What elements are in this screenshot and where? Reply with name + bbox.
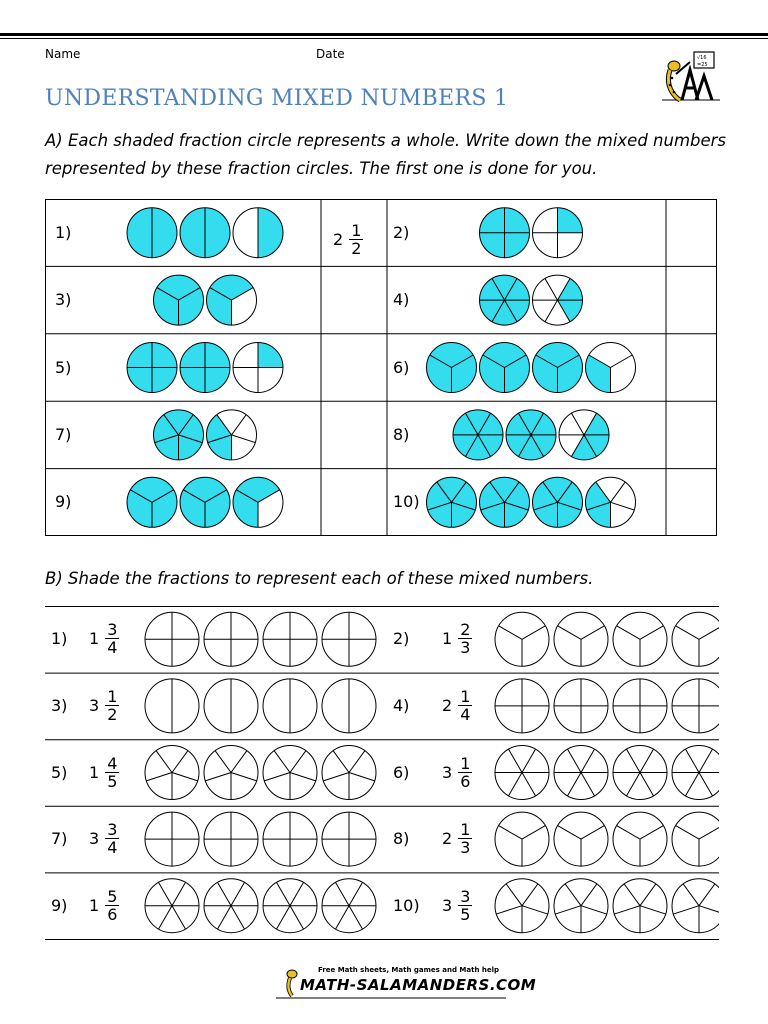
mixed-whole: 1 — [89, 895, 100, 915]
mixed-fraction — [105, 821, 119, 856]
fraction-circle-b2-4 — [672, 612, 719, 666]
section-b-mixed-number-4 — [442, 688, 472, 723]
fraction-circle-a9-1 — [127, 477, 177, 527]
fraction-circle-a5-3 — [233, 343, 283, 393]
section-b-label-8: 8) — [393, 829, 410, 849]
section-b-label-7: 7) — [51, 829, 68, 849]
fraction-circle-a2-1 — [480, 208, 530, 258]
mixed-numerator: 2 — [460, 620, 471, 640]
section-b-instruction: B) Shade the fractions to represent each of these mixed numbers. — [45, 569, 594, 588]
mixed-numerator: 3 — [107, 620, 118, 640]
section-b-label-6: 6) — [393, 762, 410, 782]
section-b-mixed-number-3 — [89, 688, 119, 723]
mixed-denominator: 3 — [460, 838, 471, 858]
mixed-numerator: 3 — [460, 886, 471, 906]
section-b-label-10: 10) — [393, 895, 420, 915]
fraction-circle-b8-2 — [554, 812, 608, 866]
mixed-whole: 1 — [89, 629, 100, 649]
mixed-fraction — [458, 821, 472, 856]
fraction-circle-b10-2 — [554, 879, 608, 933]
section-a-label-5: 5) — [55, 357, 72, 377]
mixed-numerator: 3 — [107, 820, 118, 840]
section-a-label-10: 10) — [393, 492, 420, 512]
fraction-circle-b4-2 — [554, 679, 608, 733]
fraction-circle-a7-2 — [206, 410, 256, 460]
section-b-mixed-number-6 — [442, 755, 472, 790]
fraction-circle-b9-4 — [322, 879, 376, 933]
top-rule-thin — [0, 38, 768, 39]
fraction-circle-b3-1 — [145, 679, 199, 733]
answer-denominator: 2 — [351, 239, 362, 258]
mixed-numerator: 1 — [460, 753, 471, 773]
section-a-label-6: 6) — [393, 357, 410, 377]
section-b-label-2: 2) — [393, 629, 410, 649]
mixed-denominator: 2 — [107, 704, 118, 724]
section-b-label-3: 3) — [51, 695, 68, 715]
fraction-circle-a1-3 — [233, 208, 283, 258]
mixed-whole: 3 — [442, 895, 453, 915]
mixed-numerator: 1 — [460, 820, 471, 840]
section-b-label-1: 1) — [51, 629, 68, 649]
svg-text:=25: =25 — [697, 62, 708, 68]
fraction-circle-b2-1 — [495, 612, 549, 666]
fraction-circle-a8-2 — [506, 410, 556, 460]
mixed-fraction — [105, 688, 119, 723]
section-a-label-3: 3) — [55, 290, 72, 310]
fraction-circle-b7-1 — [145, 812, 199, 866]
section-b-mixed-number-7 — [89, 821, 119, 856]
mixed-fraction — [458, 888, 472, 923]
section-a-instruction-line2: represented by these fraction circles. The first one is done for you. — [45, 159, 598, 178]
section-a-table — [45, 199, 717, 536]
answer-numerator: 1 — [351, 221, 362, 240]
section-a-label-8: 8) — [393, 424, 410, 444]
mixed-whole: 2 — [442, 829, 453, 849]
fraction-circle-a3-2 — [207, 275, 257, 325]
fraction-circle-b7-2 — [204, 812, 258, 866]
fraction-circle-a9-2 — [180, 477, 230, 527]
mixed-fraction — [105, 755, 119, 790]
fraction-circle-b9-2 — [204, 879, 258, 933]
fraction-circle-b9-1 — [145, 879, 199, 933]
fraction-circle-b1-4 — [322, 612, 376, 666]
fraction-circle-b1-1 — [145, 612, 199, 666]
fraction-circle-a10-1 — [427, 477, 477, 527]
fraction-circle-a2-2 — [533, 208, 583, 258]
section-b-table — [45, 606, 719, 942]
fraction-circle-a5-2 — [180, 343, 230, 393]
mixed-numerator: 1 — [460, 686, 471, 706]
fraction-circle-b1-3 — [263, 612, 317, 666]
fraction-circle-b10-1 — [495, 879, 549, 933]
section-b-label-5: 5) — [51, 762, 68, 782]
name-label: Name — [45, 47, 81, 61]
fraction-circle-a1-1 — [127, 208, 177, 258]
footer-tagline: Free Math sheets, Math games and Math help — [318, 966, 500, 974]
answer-whole: 2 — [333, 230, 344, 249]
fraction-circle-b8-1 — [495, 812, 549, 866]
top-rule — [0, 33, 768, 36]
fraction-circle-b10-4 — [672, 879, 719, 933]
fraction-circle-a6-3 — [533, 343, 583, 393]
fraction-circle-a10-3 — [533, 477, 583, 527]
footer-brand: MATH-SALAMANDERS.COM — [300, 976, 537, 994]
svg-text:√16: √16 — [697, 55, 707, 61]
fraction-circle-b4-3 — [613, 679, 667, 733]
fraction-circle-a9-3 — [233, 477, 283, 527]
mixed-denominator: 4 — [107, 638, 118, 658]
section-b-mixed-number-1 — [89, 621, 119, 656]
mixed-denominator: 6 — [460, 771, 471, 791]
mixed-denominator: 4 — [460, 704, 471, 724]
fraction-circle-a4-1 — [480, 275, 530, 325]
section-b-mixed-number-5 — [89, 755, 119, 790]
section-a-label-2: 2) — [393, 222, 410, 242]
fraction-circle-b2-2 — [554, 612, 608, 666]
fraction-circle-a5-1 — [127, 343, 177, 393]
fraction-circle-a10-2 — [480, 477, 530, 527]
mixed-whole: 3 — [89, 695, 100, 715]
date-label: Date — [316, 47, 345, 61]
section-b-label-4: 4) — [393, 695, 410, 715]
fraction-circle-b8-3 — [613, 812, 667, 866]
section-a-instruction-line1: A) Each shaded fraction circle represents a whole. Write down the mixed numbers — [45, 131, 727, 150]
section-a-label-1: 1) — [55, 222, 72, 242]
section-b-mixed-number-2 — [442, 621, 472, 656]
mixed-denominator: 3 — [460, 638, 471, 658]
fraction-circle-a8-1 — [453, 410, 503, 460]
fraction-circle-b3-3 — [263, 679, 317, 733]
fraction-circle-a1-2 — [180, 208, 230, 258]
section-a-label-9: 9) — [55, 492, 72, 512]
fraction-circle-b2-3 — [613, 612, 667, 666]
mixed-whole: 1 — [89, 762, 100, 782]
fraction-circle-b6-1 — [495, 746, 549, 800]
fraction-circle-b7-3 — [263, 812, 317, 866]
mixed-whole: 1 — [442, 629, 453, 649]
fraction-circle-b6-2 — [554, 746, 608, 800]
fraction-circle-a8-3 — [559, 410, 609, 460]
fraction-circle-a3-1 — [154, 275, 204, 325]
fraction-circle-b4-1 — [495, 679, 549, 733]
mixed-denominator: 5 — [107, 771, 118, 791]
section-b-label-9: 9) — [51, 895, 68, 915]
mixed-fraction — [458, 755, 472, 790]
section-a-label-4: 4) — [393, 290, 410, 310]
fraction-circle-b1-2 — [204, 612, 258, 666]
mixed-denominator: 5 — [460, 904, 471, 924]
fraction-circle-a6-4 — [586, 343, 636, 393]
fraction-circle-b5-3 — [263, 746, 317, 800]
fraction-circle-b6-4 — [672, 746, 719, 800]
fraction-circle-b3-2 — [204, 679, 258, 733]
fraction-circle-b3-4 — [322, 679, 376, 733]
mixed-numerator: 1 — [107, 686, 118, 706]
fraction-circle-b5-2 — [204, 746, 258, 800]
mixed-numerator: 5 — [107, 886, 118, 906]
mixed-fraction — [458, 621, 472, 656]
section-b-mixed-number-10 — [442, 888, 472, 923]
fraction-circle-a7-1 — [154, 410, 204, 460]
mixed-fraction — [458, 688, 472, 723]
mixed-fraction — [105, 888, 119, 923]
fraction-circle-b6-3 — [613, 746, 667, 800]
section-b-mixed-number-9 — [89, 888, 119, 923]
fraction-circle-a6-2 — [480, 343, 530, 393]
fraction-circle-b5-4 — [322, 746, 376, 800]
fraction-circle-a6-1 — [427, 343, 477, 393]
fraction-circle-b10-3 — [613, 879, 667, 933]
fraction-circle-b5-1 — [145, 746, 199, 800]
fraction-circle-a4-2 — [533, 275, 583, 325]
fraction-circle-b9-3 — [263, 879, 317, 933]
fraction-circle-a10-4 — [586, 477, 636, 527]
page-title: UNDERSTANDING MIXED NUMBERS 1 — [45, 86, 509, 111]
fraction-circle-b8-4 — [672, 812, 719, 866]
mixed-fraction — [105, 621, 119, 656]
mixed-denominator: 4 — [107, 838, 118, 858]
section-b-mixed-number-8 — [442, 821, 472, 856]
fraction-circle-b7-4 — [322, 812, 376, 866]
mixed-whole: 3 — [89, 829, 100, 849]
salamander-logo-icon — [660, 48, 722, 102]
mixed-whole: 3 — [442, 762, 453, 782]
answer-fraction — [349, 222, 363, 257]
mixed-denominator: 6 — [107, 904, 118, 924]
mixed-whole: 2 — [442, 695, 453, 715]
section-a-answer-1 — [333, 222, 363, 257]
fraction-circle-b4-4 — [672, 679, 719, 733]
section-a-label-7: 7) — [55, 424, 72, 444]
mixed-numerator: 4 — [107, 753, 118, 773]
